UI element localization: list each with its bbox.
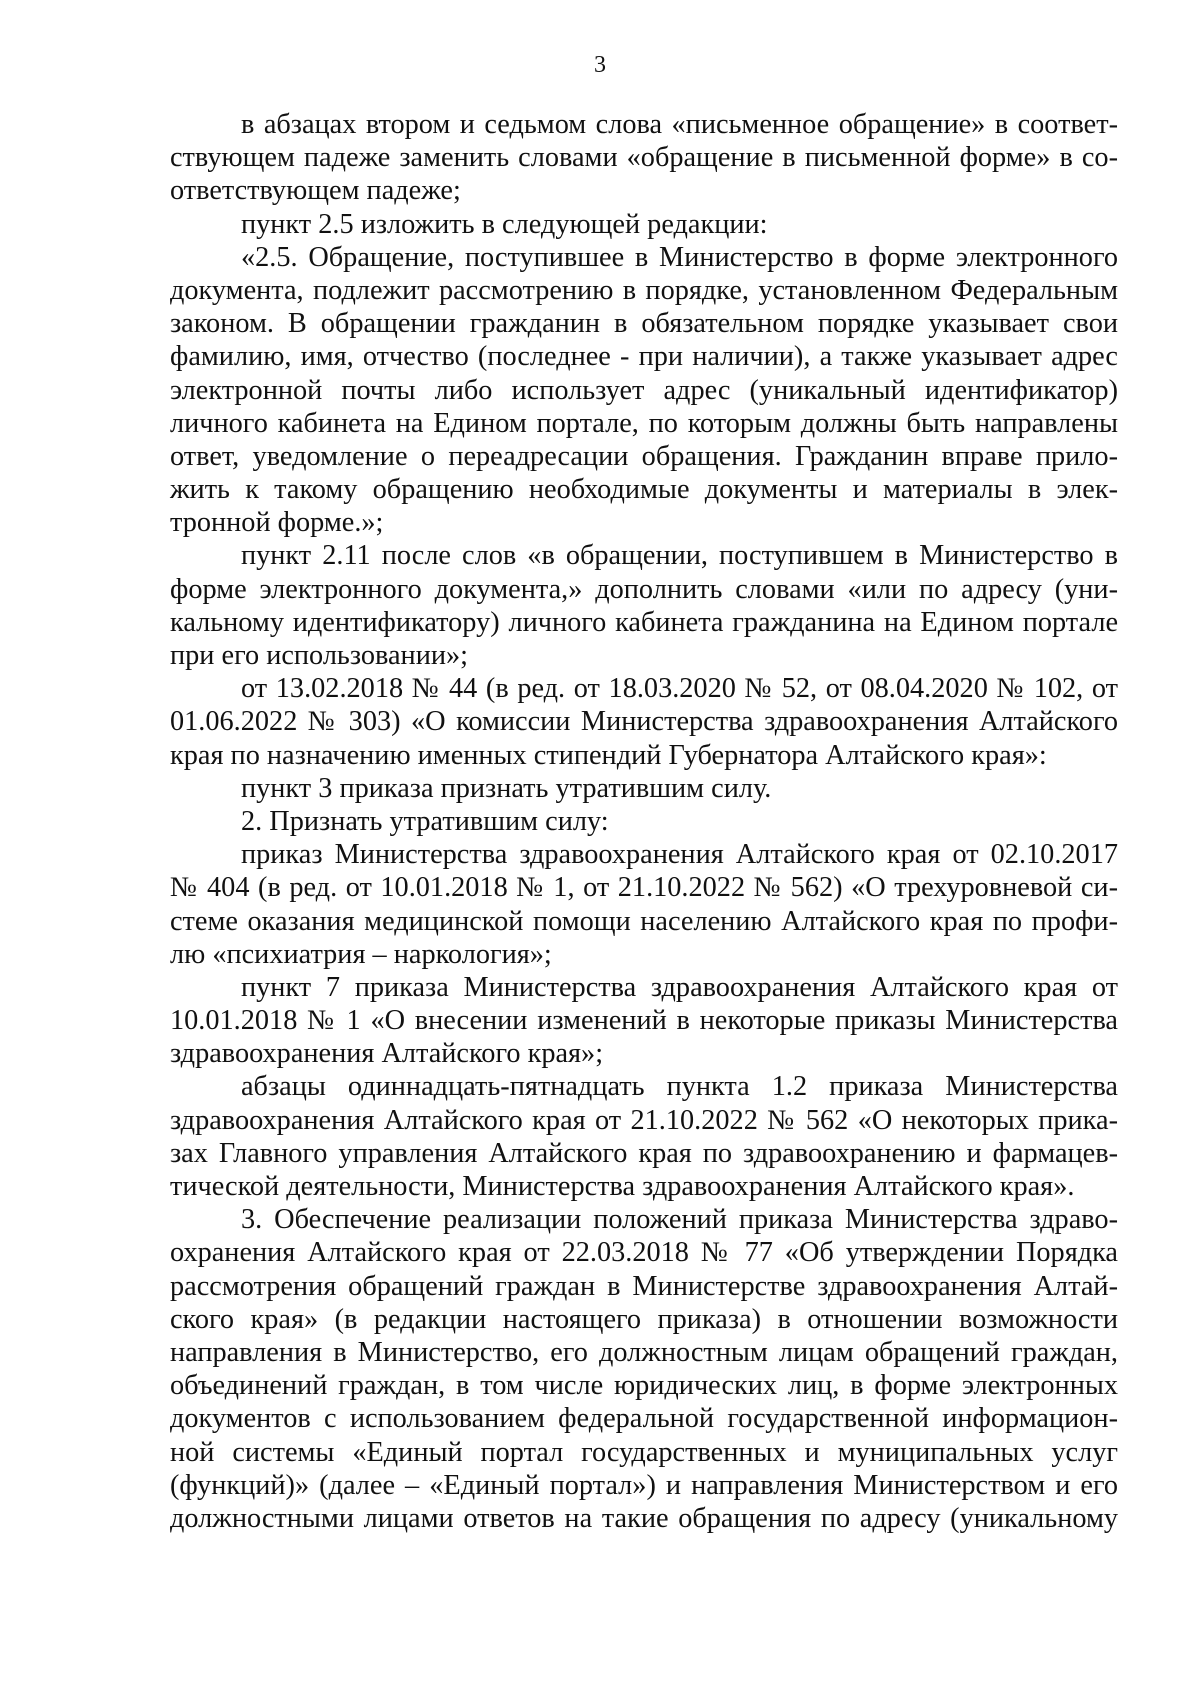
text-line: 01.06.2022 № 303) «О комиссии Министерства здравоохранения Алтайского: [170, 706, 1118, 738]
text-line: должностными лицами ответов на такие обращения по адресу (уникальному: [170, 1502, 1118, 1534]
text-line: ствующем падеже заменить словами «обращение в письменной форме» в со-: [170, 142, 1118, 174]
text-line: лю «психиатрия – наркология»;: [170, 938, 552, 970]
text-line: зах Главного управления Алтайского края по здравоохранению и фармацев-: [170, 1137, 1118, 1169]
text-line: ответствующем падеже;: [170, 175, 461, 207]
text-line: пункт 2.11 после слов «в обращении, поступившем в Министерство в: [241, 540, 1118, 572]
text-line: здравоохранения Алтайского края от 21.10.2022 № 562 «О некоторых прика-: [170, 1104, 1118, 1136]
text-line: направления в Министерство, его должностным лицам обращений граждан,: [170, 1336, 1118, 1368]
text-line: приказ Министерства здравоохранения Алтайского края от 02.10.2017: [241, 839, 1118, 871]
text-line: пункт 7 приказа Министерства здравоохранения Алтайского края от: [241, 971, 1118, 1003]
text-line: личного кабинета на Едином портале, по которым должны быть направлены: [170, 407, 1118, 439]
page-number: 3: [594, 52, 606, 78]
text-line: фамилию, имя, отчество (последнее - при наличии), а также указывает адрес: [170, 341, 1118, 373]
text-line: ответ, уведомление о переадресации обращения. Гражданин вправе прило-: [170, 440, 1118, 472]
text-line: пункт 2.5 изложить в следующей редакции:: [241, 208, 768, 240]
text-line: документов с использованием федеральной государственной информацион-: [170, 1403, 1118, 1435]
text-line: 10.01.2018 № 1 «О внесении изменений в некоторые приказы Министерства: [170, 1005, 1118, 1037]
text-line: законом. В обращении гражданин в обязательном порядке указывает свои: [170, 308, 1118, 340]
text-line: жить к такому обращению необходимые документы и материалы в элек-: [170, 474, 1118, 506]
text-line: края по назначению именных стипендий Губернатора Алтайского края»:: [170, 739, 1047, 771]
text-line: стеме оказания медицинской помощи населению Алтайского края по профи-: [170, 905, 1118, 937]
text-line: рассмотрения обращений граждан в Министерстве здравоохранения Алтай-: [170, 1270, 1118, 1302]
text-line: ского края» (в редакции настоящего приказа) в отношении возможности: [170, 1303, 1118, 1335]
text-line: 3. Обеспечение реализации положений приказа Министерства здраво-: [241, 1204, 1118, 1236]
document-body: [170, 108, 1118, 1535]
text-line: абзацы одиннадцать-пятнадцать пункта 1.2 приказа Министерства: [241, 1071, 1118, 1103]
text-line: здравоохранения Алтайского края»;: [170, 1038, 604, 1070]
text-line: (функций)» (далее – «Единый портал») и направления Министерством и его: [170, 1469, 1118, 1501]
text-line: при его использовании»;: [170, 640, 468, 671]
text-line: ной системы «Единый портал государственных и муниципальных услуг: [170, 1436, 1118, 1468]
text-line: объединений граждан, в том числе юридических лиц, в форме электронных: [170, 1370, 1118, 1402]
text-line: 2. Признать утратившим силу:: [241, 805, 609, 837]
text-line: форме электронного документа,» дополнить словами «или по адресу (уни-: [170, 573, 1118, 605]
text-line: охранения Алтайского края от 22.03.2018 № 77 «Об утверждении Порядка: [170, 1237, 1118, 1269]
text-line: тронной форме.»;: [170, 507, 384, 539]
text-line: № 404 (в ред. от 10.01.2018 № 1, от 21.10.2022 № 562) «О трехуровневой си-: [170, 872, 1118, 904]
text-line: от 13.02.2018 № 44 (в ред. от 18.03.2020 № 52, от 08.04.2020 № 102, от: [241, 673, 1118, 705]
text-line: пункт 3 приказа признать утратившим силу.: [241, 772, 772, 804]
text-line: кальному идентификатору) личного кабинета гражданина на Едином портале: [170, 606, 1118, 638]
text-line: в абзацах втором и седьмом слова «письменное обращение» в соответ-: [241, 109, 1118, 140]
text-line: «2.5. Обращение, поступившее в Министерство в форме электронного: [241, 241, 1118, 273]
text-line: электронной почты либо использует адрес (уникальный идентификатор): [170, 374, 1118, 406]
text-line: тической деятельности, Министерства здравоохранения Алтайского края».: [170, 1171, 1075, 1202]
text-line: документа, подлежит рассмотрению в порядке, установленном Федеральным: [170, 274, 1118, 306]
